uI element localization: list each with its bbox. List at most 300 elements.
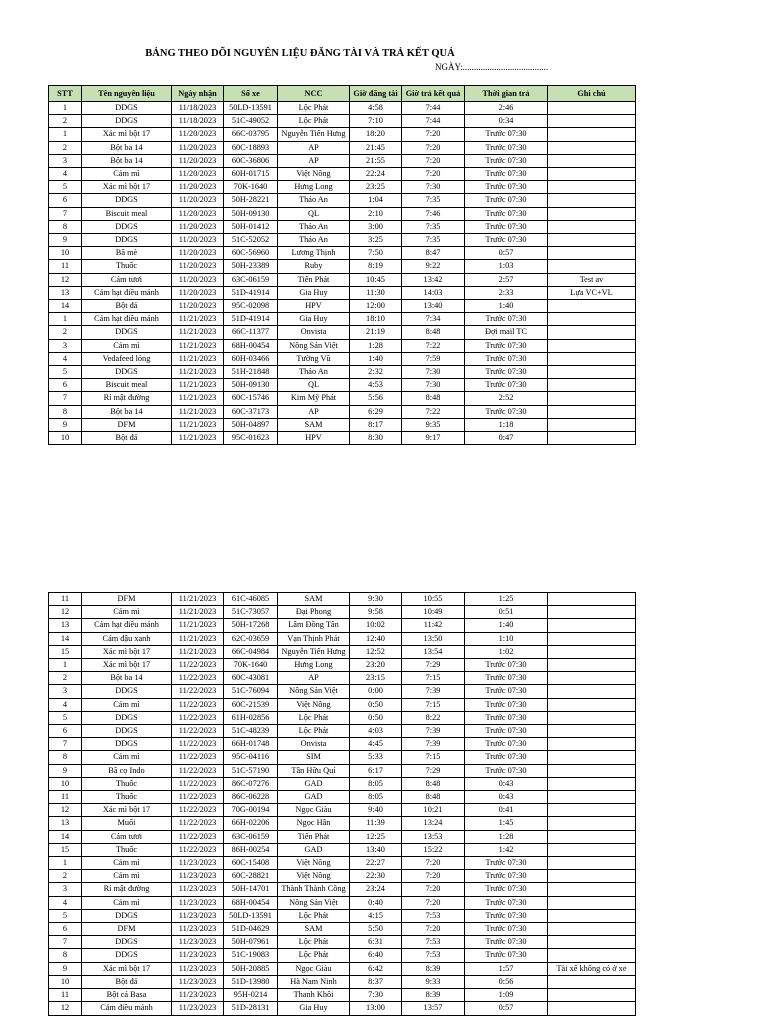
supplier-cell: Lộc Phát: [278, 115, 350, 128]
note-cell: [548, 777, 636, 790]
result-time-cell: 7:22: [402, 405, 465, 418]
result-time-cell: 7:46: [402, 207, 465, 220]
supplier-cell: Lâm Đồng Tân: [278, 619, 350, 632]
result-time-cell: 7:30: [402, 181, 465, 194]
result-time-cell: 7:53: [402, 936, 465, 949]
stt-cell: 3: [49, 685, 82, 698]
result-time-cell: 7:15: [402, 751, 465, 764]
register-time-cell: 22:27: [350, 857, 402, 870]
result-time-cell: 13:24: [402, 817, 465, 830]
table-row: [49, 352, 636, 365]
table-row: [49, 220, 636, 233]
register-time-cell: 3:25: [350, 234, 402, 247]
material-cell: DDGS: [82, 234, 172, 247]
material-cell: Cám hạt điều mảnh: [82, 619, 172, 632]
turnaround-cell: Trước 07:30: [465, 738, 548, 751]
note-cell: [548, 366, 636, 379]
date-cell: 11/21/2023: [172, 606, 224, 619]
table-row: [49, 962, 636, 975]
stt-cell: 12: [49, 273, 82, 286]
supplier-cell: Hưng Long: [278, 181, 350, 194]
note-cell: [548, 857, 636, 870]
result-time-cell: 7:29: [402, 764, 465, 777]
table-row: [49, 909, 636, 922]
stt-cell: 11: [49, 989, 82, 1002]
material-cell: Bột đá: [82, 432, 172, 445]
result-time-cell: 14:03: [402, 286, 465, 299]
register-time-cell: 6:29: [350, 405, 402, 418]
supplier-cell: Lương Thịnh: [278, 247, 350, 260]
plate-cell: 50H-04897: [224, 418, 278, 431]
result-time-cell: 13:57: [402, 1002, 465, 1015]
turnaround-cell: Trước 07:30: [465, 751, 548, 764]
plate-cell: 66H-01748: [224, 738, 278, 751]
supplier-cell: Gia Huy: [278, 286, 350, 299]
note-cell: [548, 672, 636, 685]
table-row: [49, 273, 636, 286]
date-cell: 11/21/2023: [172, 619, 224, 632]
plate-cell: 51D-13980: [224, 975, 278, 988]
table-row: [49, 339, 636, 352]
stt-cell: 1: [49, 313, 82, 326]
plate-cell: 60C-36806: [224, 154, 278, 167]
date-cell: 11/20/2023: [172, 128, 224, 141]
plate-cell: 86C-06228: [224, 791, 278, 804]
turnaround-cell: Trước 07:30: [465, 923, 548, 936]
material-cell: Bột ba 14: [82, 154, 172, 167]
stt-cell: 4: [49, 698, 82, 711]
table-row: [49, 313, 636, 326]
result-time-cell: 13:42: [402, 273, 465, 286]
material-cell: Cám mì: [82, 870, 172, 883]
stt-cell: 7: [49, 207, 82, 220]
note-cell: [548, 989, 636, 1002]
tracking-table-page-2: [48, 592, 636, 1016]
col-header-note: Ghi chú: [548, 86, 636, 102]
turnaround-cell: Trước 07:30: [465, 764, 548, 777]
plate-cell: 95H-0214: [224, 989, 278, 1002]
turnaround-cell: Trước 07:30: [465, 672, 548, 685]
register-time-cell: 8:37: [350, 975, 402, 988]
date-cell: 11/22/2023: [172, 843, 224, 856]
table-row: [49, 154, 636, 167]
supplier-cell: GAD: [278, 843, 350, 856]
material-cell: Cám mì: [82, 896, 172, 909]
stt-cell: 3: [49, 339, 82, 352]
material-cell: Cám tươi: [82, 273, 172, 286]
date-cell: 11/23/2023: [172, 896, 224, 909]
supplier-cell: Hà Nam Ninh: [278, 975, 350, 988]
date-cell: 11/22/2023: [172, 659, 224, 672]
material-cell: Xác mì bột 17: [82, 181, 172, 194]
date-cell: 11/22/2023: [172, 738, 224, 751]
stt-cell: 2: [49, 115, 82, 128]
note-cell: [548, 711, 636, 724]
date-cell: 11/21/2023: [172, 379, 224, 392]
material-cell: Cám mì: [82, 751, 172, 764]
date-cell: 11/23/2023: [172, 989, 224, 1002]
material-cell: Bã mè: [82, 247, 172, 260]
supplier-cell: Lộc Phát: [278, 936, 350, 949]
note-cell: [548, 1002, 636, 1015]
table-row: [49, 247, 636, 260]
table-row: [49, 645, 636, 658]
plate-cell: 50H-09130: [224, 379, 278, 392]
table-row: [49, 593, 636, 606]
turnaround-cell: 0:47: [465, 432, 548, 445]
stt-cell: 1: [49, 128, 82, 141]
supplier-cell: Tường Vũ: [278, 352, 350, 365]
table-row: [49, 207, 636, 220]
plate-cell: 51D-28131: [224, 1002, 278, 1015]
turnaround-cell: 1:42: [465, 843, 548, 856]
result-time-cell: 7:30: [402, 366, 465, 379]
table-row: [49, 711, 636, 724]
table-row: [49, 870, 636, 883]
result-time-cell: 7:39: [402, 685, 465, 698]
supplier-cell: Nguyễn Tiến Hưng: [278, 645, 350, 658]
table-row: [49, 632, 636, 645]
date-cell: 11/21/2023: [172, 339, 224, 352]
stt-cell: 7: [49, 392, 82, 405]
material-cell: Bột cá Basa: [82, 989, 172, 1002]
supplier-cell: Đại Phong: [278, 606, 350, 619]
supplier-cell: Gia Huy: [278, 313, 350, 326]
stt-cell: 7: [49, 738, 82, 751]
plate-cell: 61C-46085: [224, 593, 278, 606]
date-cell: 11/20/2023: [172, 300, 224, 313]
note-cell: [548, 685, 636, 698]
result-time-cell: 7:44: [402, 102, 465, 115]
turnaround-cell: 2:33: [465, 286, 548, 299]
date-cell: 11/21/2023: [172, 432, 224, 445]
date-cell: 11/20/2023: [172, 220, 224, 233]
supplier-cell: GAD: [278, 791, 350, 804]
result-time-cell: 7:34: [402, 313, 465, 326]
material-cell: DDGS: [82, 725, 172, 738]
date-cell: 11/18/2023: [172, 115, 224, 128]
date-cell: 11/23/2023: [172, 1002, 224, 1015]
stt-cell: 4: [49, 352, 82, 365]
plate-cell: 66C-04984: [224, 645, 278, 658]
table-row: [49, 1002, 636, 1015]
date-cell: 11/21/2023: [172, 405, 224, 418]
supplier-cell: GAD: [278, 777, 350, 790]
register-time-cell: 13:40: [350, 843, 402, 856]
supplier-cell: Nguyễn Tiến Hưng: [278, 128, 350, 141]
date-cell: 11/21/2023: [172, 645, 224, 658]
result-time-cell: 8:48: [402, 392, 465, 405]
col-header-date: Ngày nhận: [172, 86, 224, 102]
supplier-cell: Lộc Phát: [278, 725, 350, 738]
table-row: [49, 817, 636, 830]
turnaround-cell: Trước 07:30: [465, 339, 548, 352]
note-cell: [548, 896, 636, 909]
plate-cell: 66C-11377: [224, 326, 278, 339]
material-cell: Bột ba 14: [82, 405, 172, 418]
material-cell: Xác mì bột 17: [82, 659, 172, 672]
supplier-cell: Onvista: [278, 738, 350, 751]
supplier-cell: Lộc Phát: [278, 102, 350, 115]
document-title: BẢNG THEO DÕI NGUYÊN LIỆU ĐĂNG TÀI VÀ TRẢ KẾT QUẢ: [145, 48, 455, 59]
result-time-cell: 8:39: [402, 989, 465, 1002]
register-time-cell: 1:28: [350, 339, 402, 352]
supplier-cell: Thảo An: [278, 366, 350, 379]
plate-cell: 60C-56960: [224, 247, 278, 260]
material-cell: DDGS: [82, 115, 172, 128]
col-header-plate: Số xe: [224, 86, 278, 102]
date-cell: 11/21/2023: [172, 366, 224, 379]
note-cell: [548, 352, 636, 365]
stt-cell: 1: [49, 857, 82, 870]
supplier-cell: Việt Nông: [278, 870, 350, 883]
note-cell: [548, 593, 636, 606]
plate-cell: 60C-28821: [224, 870, 278, 883]
date-cell: 11/22/2023: [172, 804, 224, 817]
result-time-cell: 9:17: [402, 432, 465, 445]
turnaround-cell: Trước 07:30: [465, 857, 548, 870]
supplier-cell: Nông Sản Việt: [278, 896, 350, 909]
result-time-cell: 7:53: [402, 909, 465, 922]
turnaround-cell: Trước 07:30: [465, 896, 548, 909]
stt-cell: 11: [49, 593, 82, 606]
supplier-cell: Thảo An: [278, 234, 350, 247]
supplier-cell: Kim Mỹ Phát: [278, 392, 350, 405]
plate-cell: 86C-07276: [224, 777, 278, 790]
plate-cell: 50LD-13591: [224, 909, 278, 922]
register-time-cell: 22:24: [350, 168, 402, 181]
plate-cell: 51C-57190: [224, 764, 278, 777]
register-time-cell: 2:10: [350, 207, 402, 220]
register-time-cell: 6:17: [350, 764, 402, 777]
stt-cell: 14: [49, 632, 82, 645]
plate-cell: 60C-37173: [224, 405, 278, 418]
date-cell: 11/21/2023: [172, 392, 224, 405]
material-cell: Cám đậu xanh: [82, 632, 172, 645]
material-cell: Bột đá: [82, 300, 172, 313]
stt-cell: 6: [49, 194, 82, 207]
material-cell: Thuốc: [82, 260, 172, 273]
turnaround-cell: Trước 07:30: [465, 711, 548, 724]
note-cell: [548, 936, 636, 949]
plate-cell: 50H-20885: [224, 962, 278, 975]
result-time-cell: 13:50: [402, 632, 465, 645]
supplier-cell: Tiến Phát: [278, 830, 350, 843]
table-row: [49, 883, 636, 896]
plate-cell: 86H-00254: [224, 843, 278, 856]
register-time-cell: 11:39: [350, 817, 402, 830]
date-cell: 11/22/2023: [172, 711, 224, 724]
supplier-cell: Thanh Khôi: [278, 989, 350, 1002]
stt-cell: 11: [49, 791, 82, 804]
turnaround-cell: 1:45: [465, 817, 548, 830]
turnaround-cell: Trước 07:30: [465, 725, 548, 738]
date-cell: 11/23/2023: [172, 962, 224, 975]
note-cell: [548, 975, 636, 988]
date-cell: 11/21/2023: [172, 632, 224, 645]
result-time-cell: 7:35: [402, 234, 465, 247]
register-time-cell: 1:40: [350, 352, 402, 365]
material-cell: DDGS: [82, 936, 172, 949]
turnaround-cell: Trước 07:30: [465, 141, 548, 154]
table-row: [49, 975, 636, 988]
turnaround-cell: Trước 07:30: [465, 181, 548, 194]
date-cell: 11/22/2023: [172, 698, 224, 711]
plate-cell: 51D-04629: [224, 923, 278, 936]
table-row: [49, 366, 636, 379]
date-cell: 11/23/2023: [172, 936, 224, 949]
stt-cell: 10: [49, 777, 82, 790]
date-cell: 11/21/2023: [172, 326, 224, 339]
result-time-cell: 10:55: [402, 593, 465, 606]
register-time-cell: 7:30: [350, 989, 402, 1002]
note-cell: [548, 923, 636, 936]
col-header-result-time: Giờ trả kết quả: [402, 86, 465, 102]
table-row: [49, 619, 636, 632]
date-cell: 11/20/2023: [172, 168, 224, 181]
result-time-cell: 9:33: [402, 975, 465, 988]
note-cell: [548, 909, 636, 922]
stt-cell: 13: [49, 619, 82, 632]
register-time-cell: 0:00: [350, 685, 402, 698]
note-cell: [548, 247, 636, 260]
result-time-cell: 7:53: [402, 949, 465, 962]
table-row: [49, 738, 636, 751]
note-cell: [548, 128, 636, 141]
note-cell: [548, 870, 636, 883]
stt-cell: 4: [49, 168, 82, 181]
result-time-cell: 7:29: [402, 659, 465, 672]
supplier-cell: Onvista: [278, 326, 350, 339]
register-time-cell: 4:03: [350, 725, 402, 738]
result-time-cell: 15:22: [402, 843, 465, 856]
note-cell: [548, 738, 636, 751]
plate-cell: 70K-1640: [224, 659, 278, 672]
material-cell: Rỉ mật đường: [82, 392, 172, 405]
supplier-cell: AP: [278, 154, 350, 167]
table-row: [49, 405, 636, 418]
turnaround-cell: 0:51: [465, 606, 548, 619]
table-row: [49, 672, 636, 685]
date-cell: 11/23/2023: [172, 870, 224, 883]
turnaround-cell: 1:25: [465, 593, 548, 606]
plate-cell: 51D-41914: [224, 313, 278, 326]
turnaround-cell: Trước 07:30: [465, 194, 548, 207]
note-cell: [548, 194, 636, 207]
plate-cell: 51D-41914: [224, 286, 278, 299]
supplier-cell: Việt Nông: [278, 698, 350, 711]
note-cell: [548, 313, 636, 326]
register-time-cell: 8:17: [350, 418, 402, 431]
stt-cell: 4: [49, 896, 82, 909]
table-header-row: [49, 86, 636, 102]
material-cell: DDGS: [82, 366, 172, 379]
turnaround-cell: Trước 07:30: [465, 313, 548, 326]
table-row: [49, 141, 636, 154]
material-cell: Muối: [82, 817, 172, 830]
supplier-cell: SAM: [278, 593, 350, 606]
note-cell: [548, 207, 636, 220]
table-row: [49, 432, 636, 445]
turnaround-cell: 1:03: [465, 260, 548, 273]
table-row: [49, 830, 636, 843]
table-row: [49, 379, 636, 392]
turnaround-cell: Trước 07:30: [465, 352, 548, 365]
note-cell: [548, 830, 636, 843]
table-row: [49, 857, 636, 870]
note-cell: [548, 260, 636, 273]
turnaround-cell: Đợi mail TC: [465, 326, 548, 339]
table-row: [49, 791, 636, 804]
table-row: [49, 685, 636, 698]
result-time-cell: 8:48: [402, 326, 465, 339]
turnaround-cell: 1:09: [465, 989, 548, 1002]
register-time-cell: 5:50: [350, 923, 402, 936]
plate-cell: 50H-17268: [224, 619, 278, 632]
register-time-cell: 0:50: [350, 711, 402, 724]
result-time-cell: 7:39: [402, 738, 465, 751]
material-cell: Cám mì: [82, 339, 172, 352]
supplier-cell: Lộc Phát: [278, 909, 350, 922]
supplier-cell: AP: [278, 672, 350, 685]
note-cell: [548, 659, 636, 672]
plate-cell: 60C-15746: [224, 392, 278, 405]
register-time-cell: 3:00: [350, 220, 402, 233]
supplier-cell: Ngọc Giàu: [278, 962, 350, 975]
turnaround-cell: 0:57: [465, 1002, 548, 1015]
supplier-cell: Nông Sản Việt: [278, 339, 350, 352]
register-time-cell: 8:05: [350, 777, 402, 790]
table-row: [49, 194, 636, 207]
plate-cell: 63C-06159: [224, 273, 278, 286]
register-time-cell: 7:50: [350, 247, 402, 260]
supplier-cell: HPV: [278, 432, 350, 445]
register-time-cell: 23:15: [350, 672, 402, 685]
date-cell: 11/20/2023: [172, 194, 224, 207]
result-time-cell: 7:22: [402, 339, 465, 352]
stt-cell: 5: [49, 711, 82, 724]
material-cell: Rỉ mật đường: [82, 883, 172, 896]
result-time-cell: 10:49: [402, 606, 465, 619]
stt-cell: 12: [49, 1002, 82, 1015]
table-row: [49, 751, 636, 764]
supplier-cell: AP: [278, 405, 350, 418]
register-time-cell: 9:40: [350, 804, 402, 817]
date-cell: 11/20/2023: [172, 247, 224, 260]
stt-cell: 15: [49, 843, 82, 856]
stt-cell: 12: [49, 606, 82, 619]
supplier-cell: Ngọc Hân: [278, 817, 350, 830]
turnaround-cell: Trước 07:30: [465, 154, 548, 167]
result-time-cell: 7:59: [402, 352, 465, 365]
plate-cell: 60H-01715: [224, 168, 278, 181]
note-cell: [548, 725, 636, 738]
supplier-cell: Hưng Long: [278, 659, 350, 672]
turnaround-cell: 1:40: [465, 619, 548, 632]
date-cell: 11/22/2023: [172, 764, 224, 777]
turnaround-cell: Trước 07:30: [465, 207, 548, 220]
register-time-cell: 5:33: [350, 751, 402, 764]
date-cell: 11/20/2023: [172, 273, 224, 286]
stt-cell: 10: [49, 432, 82, 445]
table-row: [49, 418, 636, 431]
turnaround-cell: Trước 07:30: [465, 936, 548, 949]
material-cell: Xác mì bột 17: [82, 962, 172, 975]
material-cell: Cám hạt điều mảnh: [82, 313, 172, 326]
stt-cell: 14: [49, 300, 82, 313]
material-cell: Cám tươi: [82, 830, 172, 843]
note-cell: [548, 181, 636, 194]
